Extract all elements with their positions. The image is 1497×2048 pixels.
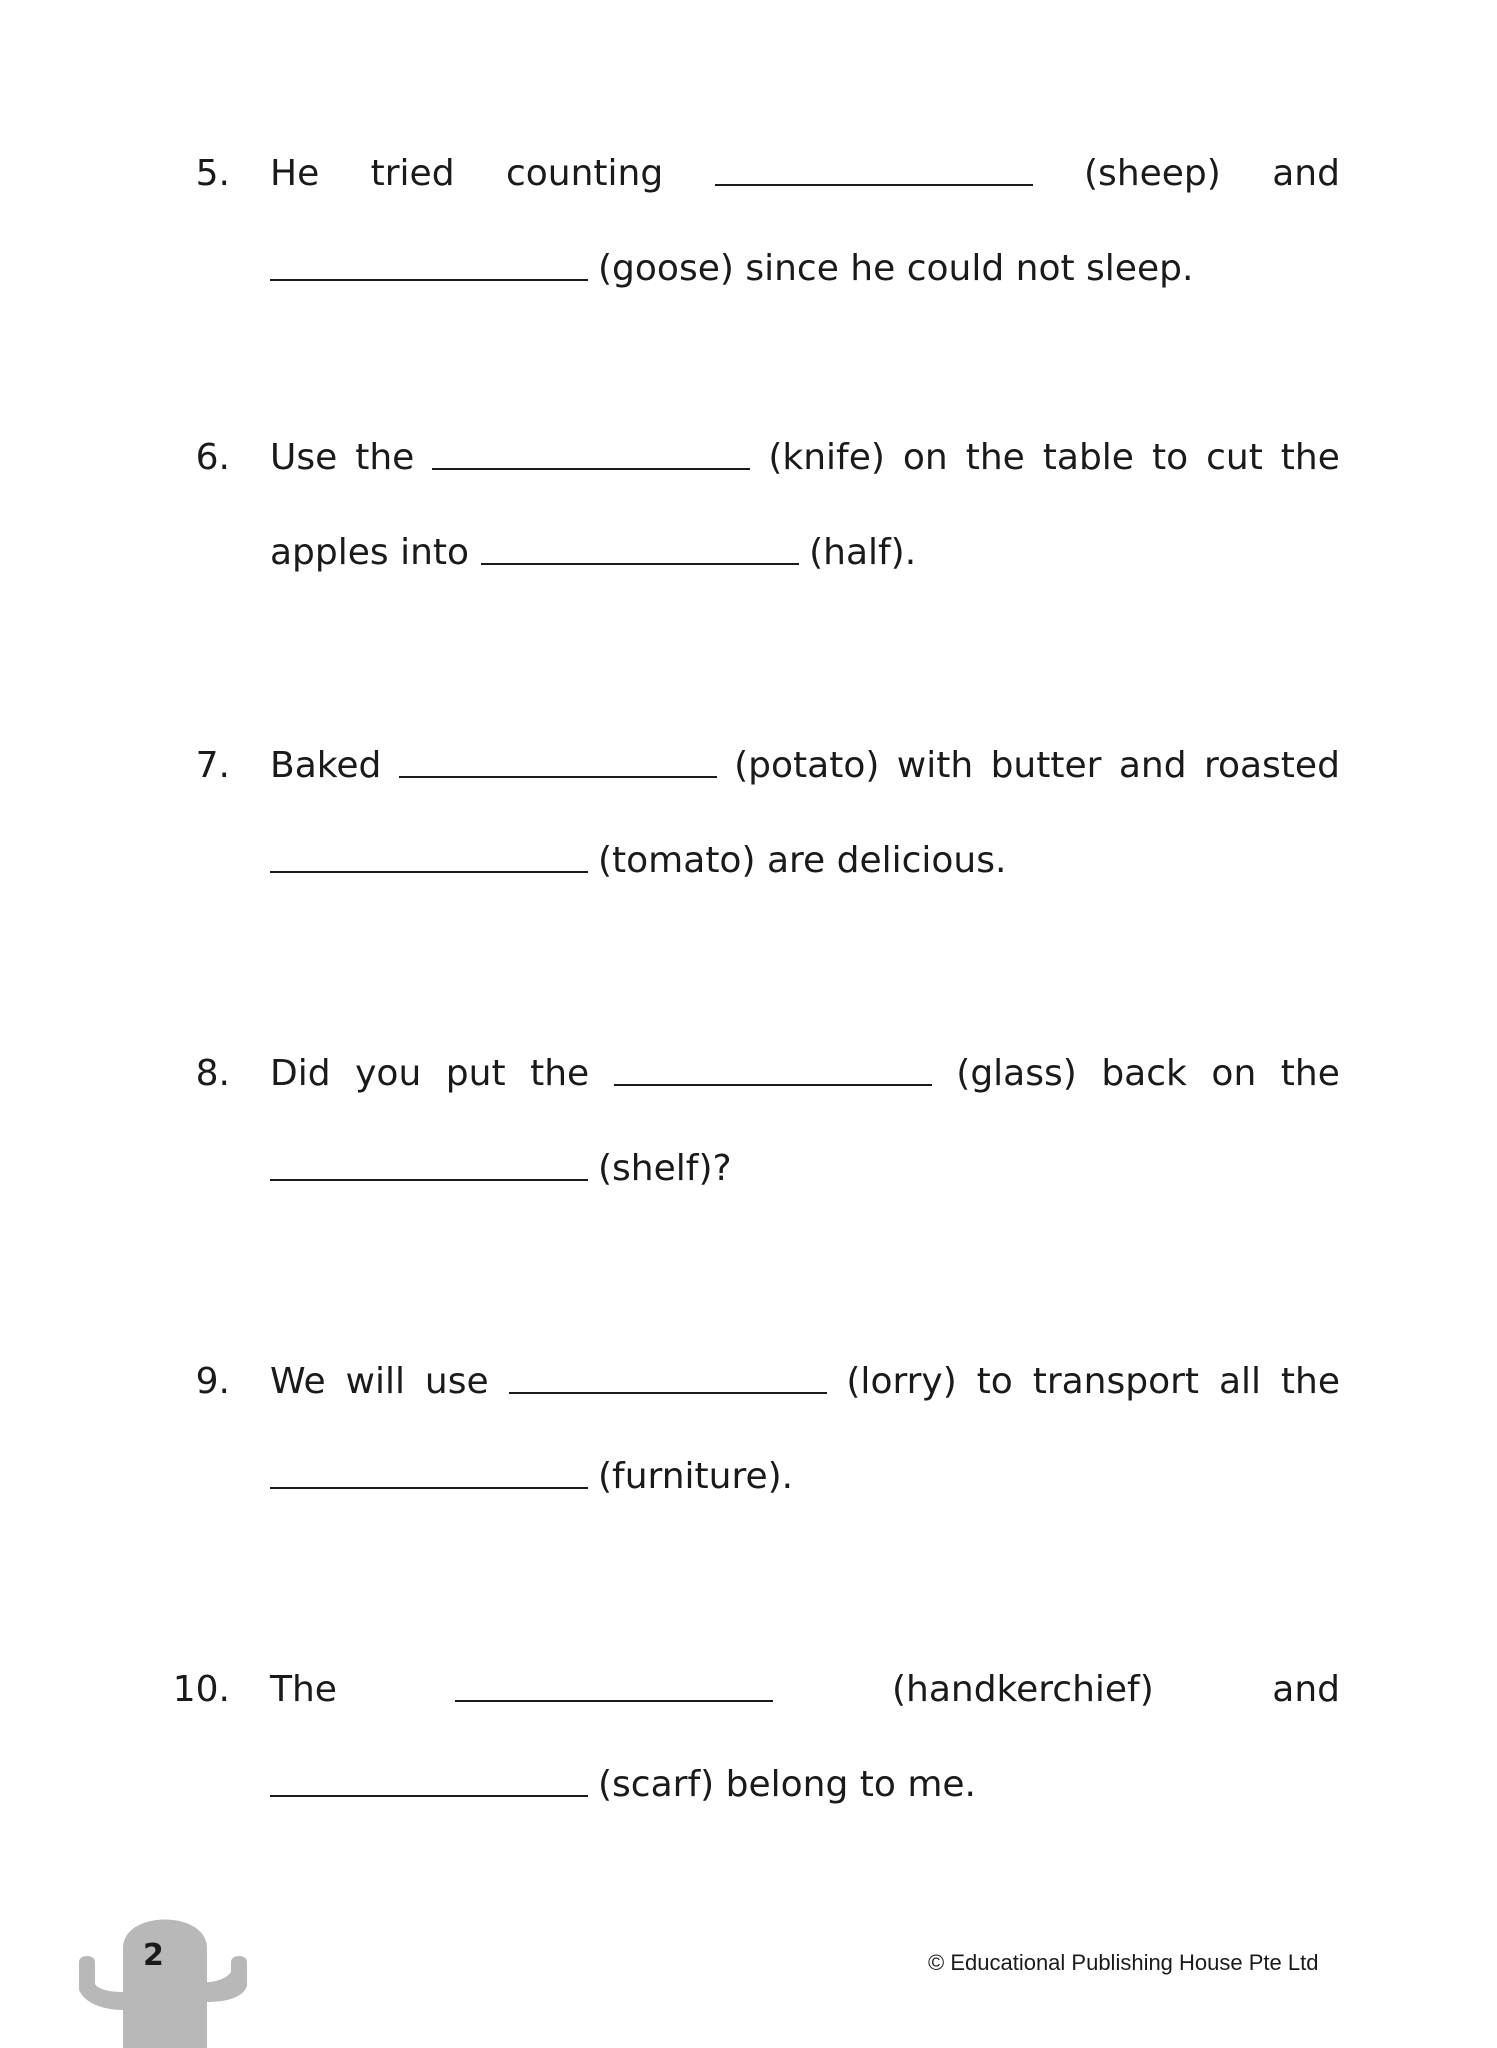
answer-blank[interactable] [270,1179,588,1181]
hint-word: (sheep) [1084,153,1221,194]
word: put [445,1053,506,1094]
question-line-2 [270,1453,1340,1501]
question-line-2 [270,837,1340,885]
question-line-2 [270,1145,1340,1193]
word: the [1280,1361,1340,1402]
question-text: apples into [270,532,470,573]
word: to [1151,437,1189,478]
word: Did [270,1053,331,1094]
word: the [1280,1053,1340,1094]
question-line-1 [270,1050,1340,1098]
word: Baked [270,745,382,786]
word: tried [370,153,455,194]
answer-blank[interactable] [715,184,1033,186]
hint-word: (glass) [956,1053,1077,1094]
question-line-2 [270,1761,1340,1809]
word: cut [1206,437,1263,478]
answer-blank[interactable] [399,776,717,778]
word: the [530,1053,590,1094]
question-line-1 [270,742,1340,790]
word: back [1101,1053,1187,1094]
word: to [976,1361,1013,1402]
word: the [355,437,415,478]
answer-blank[interactable] [270,1487,588,1489]
word: butter [990,745,1102,786]
question-line-1 [270,1666,1340,1714]
word: all [1218,1361,1262,1402]
word: will [345,1361,405,1402]
question-text: (shelf)? [598,1148,732,1189]
word: on [902,437,948,478]
answer-blank[interactable] [270,871,588,873]
copyright-notice: © Educational Publishing House Pte Ltd [928,1950,1319,1975]
answer-blank[interactable] [432,468,750,470]
answer-blank[interactable] [509,1392,827,1394]
word: with [896,745,974,786]
question-text: (furniture). [598,1456,794,1497]
word: the [965,437,1025,478]
answer-blank[interactable] [270,279,588,281]
question-number: 8. [195,1053,230,1094]
question-number: 5. [195,153,230,194]
word: and [1118,745,1187,786]
question-line-1 [270,434,1340,482]
hint-word: (lorry) [846,1361,957,1402]
hint-word: (knife) [768,437,885,478]
hint-word: (half). [809,532,917,573]
word: We [270,1361,326,1402]
page-number: 2 [143,1938,164,1973]
word: The [270,1669,337,1710]
question-number: 6. [195,437,230,478]
hint-word: (handkerchief) [891,1669,1154,1710]
word: and [1272,153,1340,194]
word: use [424,1361,489,1402]
word: He [270,153,320,194]
hint-word: (potato) [734,745,880,786]
question-number: 9. [195,1361,230,1402]
word: the [1280,437,1340,478]
question-line-1 [270,1358,1340,1406]
answer-blank[interactable] [455,1700,773,1702]
question-number: 7. [195,745,230,786]
answer-blank[interactable] [614,1084,932,1086]
question-line-2 [270,245,1340,293]
word: and [1272,1669,1340,1710]
question-number: 10. [172,1669,230,1710]
question-text: (goose) since he could not sleep. [598,248,1194,289]
question-text: (scarf) belong to me. [598,1764,976,1805]
question-line-1 [270,150,1340,198]
word: on [1211,1053,1257,1094]
word: table [1042,437,1134,478]
word: you [355,1053,422,1094]
answer-blank[interactable] [270,1795,588,1797]
word: roasted [1203,745,1340,786]
cactus-icon [75,1910,255,2048]
word: transport [1032,1361,1200,1402]
word: Use [270,437,338,478]
question-line-2 [270,529,1340,577]
word: counting [505,153,664,194]
answer-blank[interactable] [481,563,799,565]
question-text: (tomato) are delicious. [598,840,1007,881]
